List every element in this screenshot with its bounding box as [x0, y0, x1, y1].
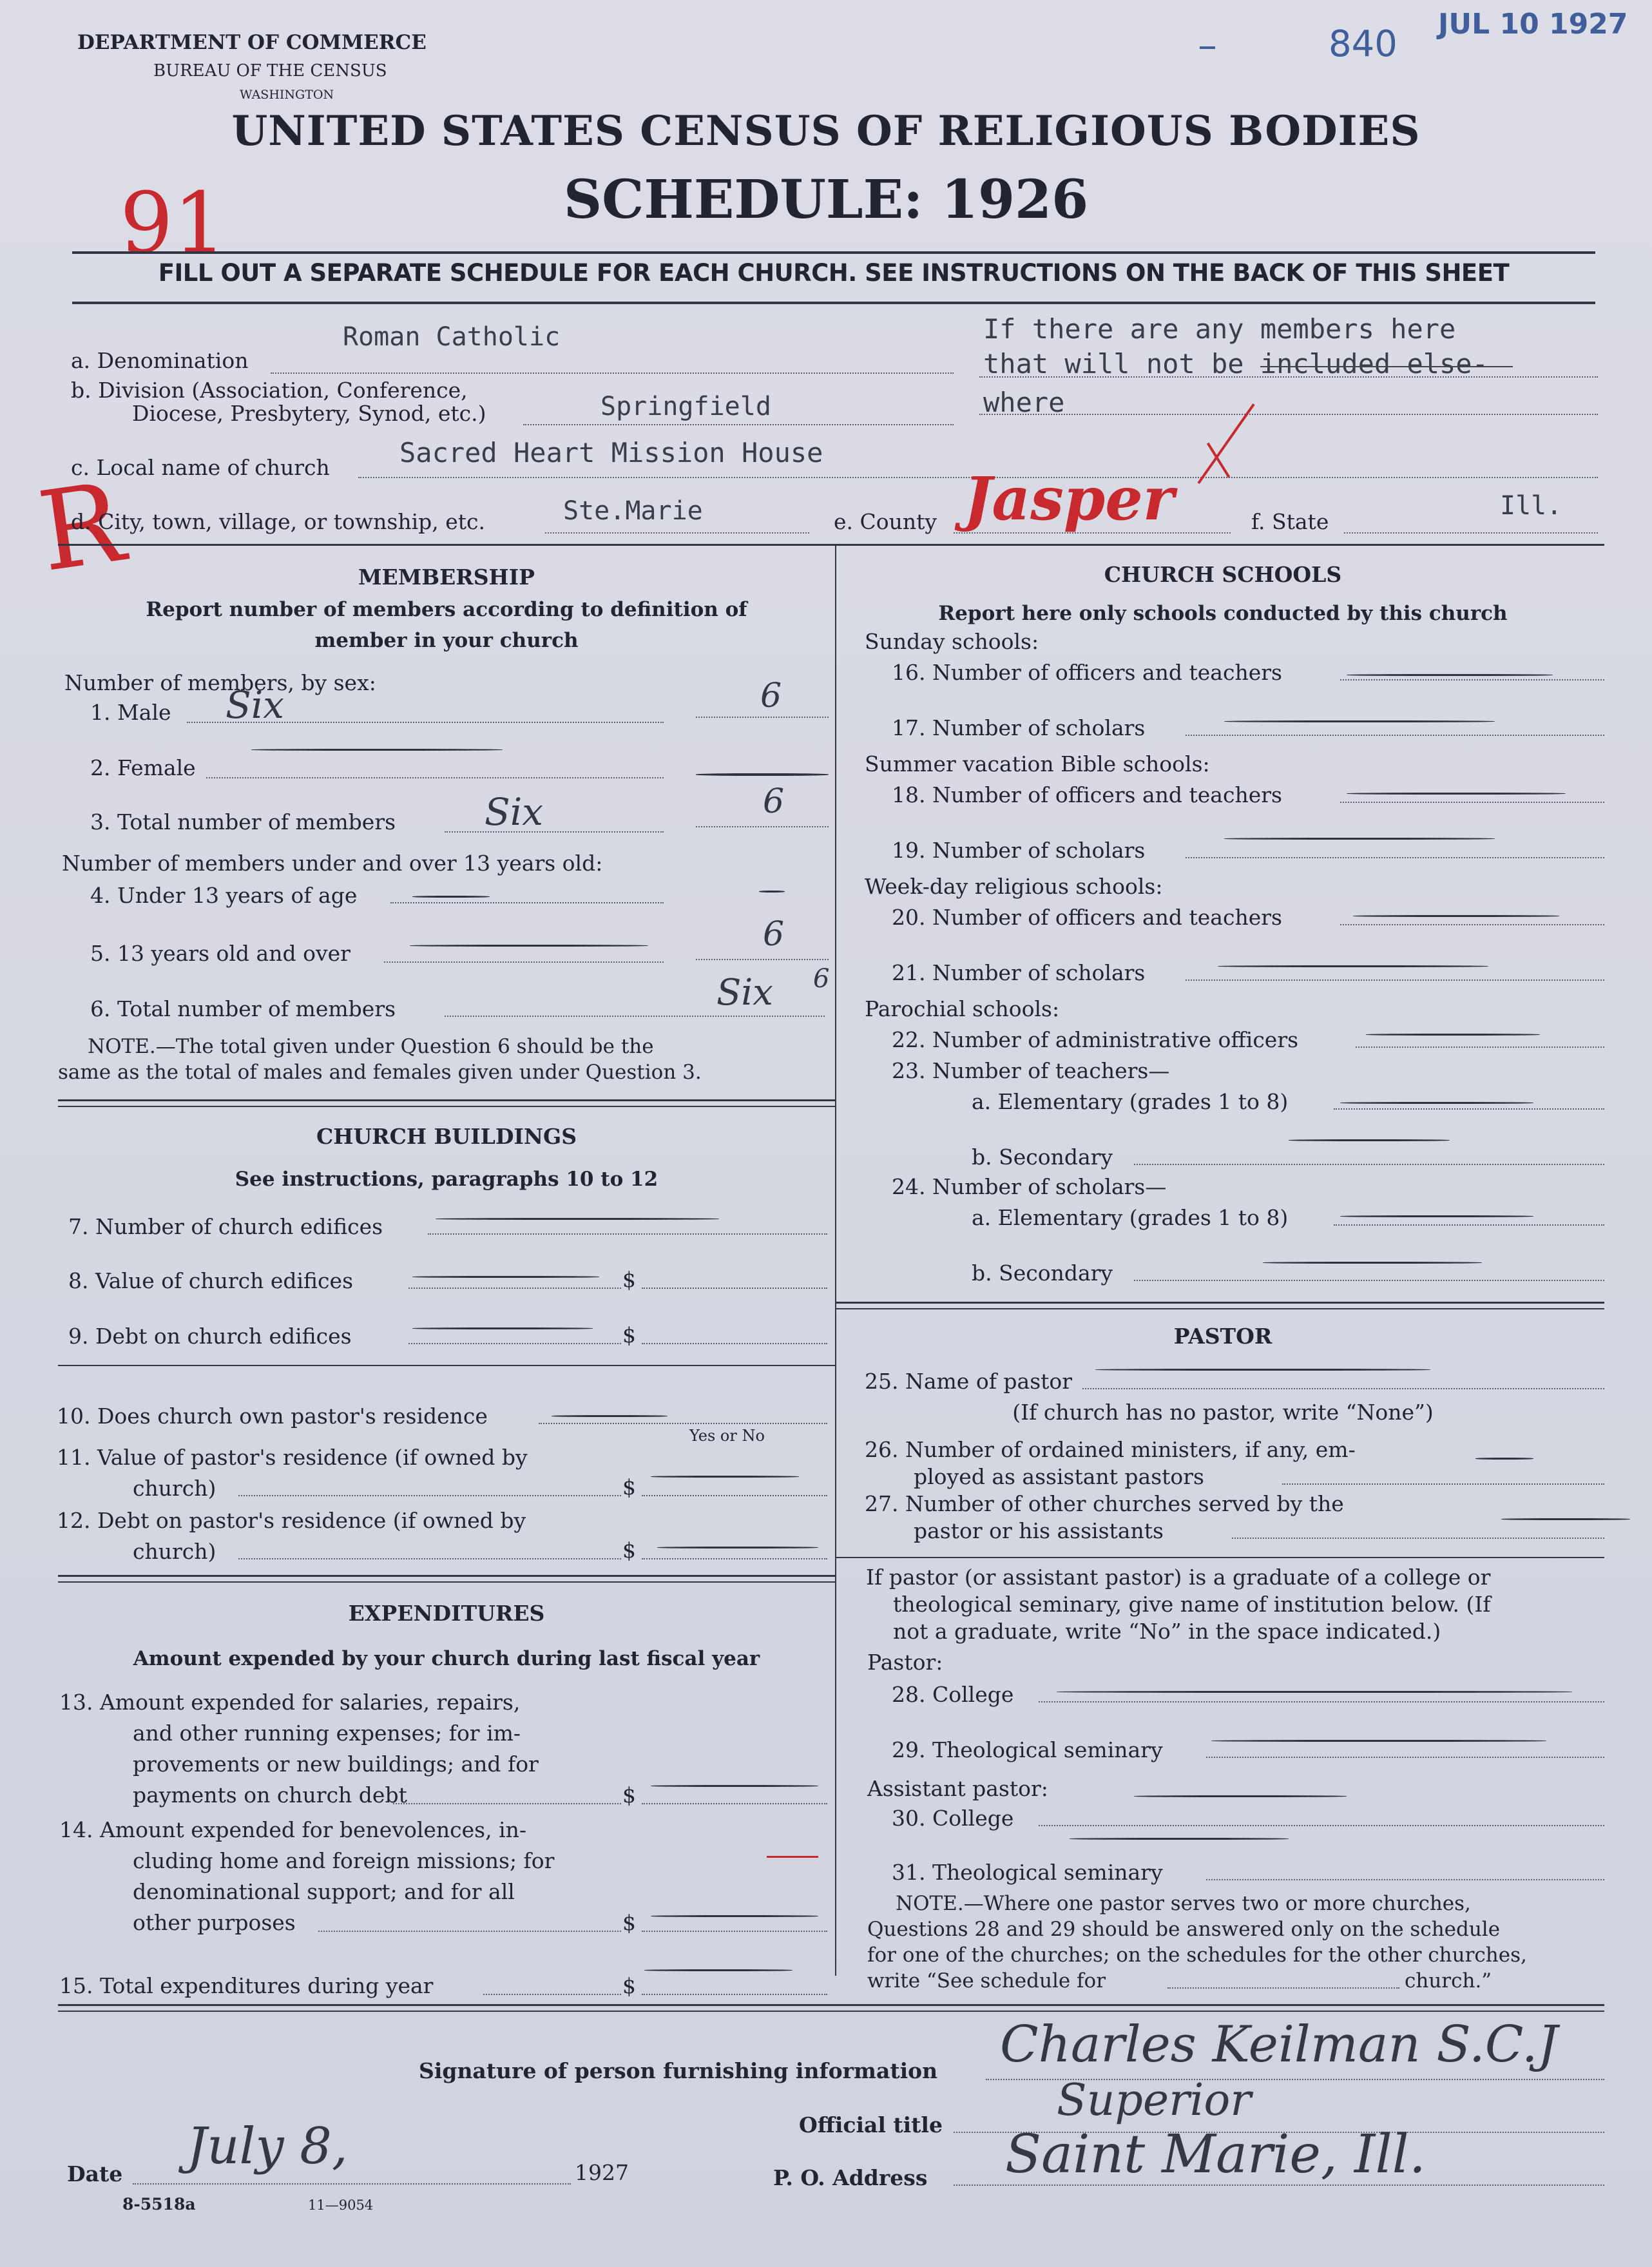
q2-line: [206, 777, 664, 778]
q17-dash: [1224, 720, 1495, 722]
header-rule-bottom: [72, 302, 1595, 304]
official-title-label: Official title: [799, 2112, 943, 2137]
q14-line: [318, 1931, 621, 1932]
q14-label-3: denominational support; and for all: [133, 1879, 515, 1904]
q24b-label: b. Secondary: [972, 1260, 1113, 1286]
q18-dash: [1347, 793, 1566, 795]
q8-label: 8. Value of church edifices: [68, 1268, 354, 1293]
parochial-schools-label: Parochial schools:: [865, 996, 1060, 1021]
q17-label: 17. Number of scholars: [892, 715, 1146, 740]
pastor-note-4: write “See schedule for: [867, 1969, 1106, 1992]
q13-dollar: $: [622, 1782, 636, 1808]
buildings-rule-2: [58, 1581, 835, 1583]
denomination-value[interactable]: Roman Catholic: [343, 322, 561, 352]
q3-figure-line: [696, 826, 829, 827]
q9-dash: [412, 1327, 593, 1329]
q24-label: 24. Number of scholars—: [892, 1174, 1167, 1199]
department-heading: DEPARTMENT OF COMMERCE: [77, 31, 427, 54]
q23a-line: [1334, 1108, 1604, 1110]
division-line: [523, 424, 954, 425]
q20-dash: [1353, 915, 1559, 917]
q11-dollar: $: [622, 1474, 636, 1500]
q5-figure-line: [696, 959, 829, 960]
city-heading: WASHINGTON: [240, 88, 334, 102]
print-number: 11—9054: [308, 2197, 374, 2213]
form-number: 8-5518a: [122, 2195, 196, 2214]
q15-label: 15. Total expenditures during year: [59, 1973, 434, 1998]
q2-dash: [696, 773, 829, 776]
membership-note-line2: that will not be included else-: [983, 348, 1488, 380]
footer-rule: [58, 2004, 1604, 2006]
q9-line: [408, 1343, 621, 1344]
pastor-note-blank: [1167, 1987, 1399, 1989]
bureau-heading: BUREAU OF THE CENSUS: [153, 61, 387, 81]
q6-line: [445, 1016, 825, 1017]
q24a-dash: [1340, 1215, 1533, 1217]
q12-line: [238, 1558, 621, 1559]
q3-total-label: 3. Total number of members: [90, 809, 396, 834]
q9-dollar: $: [622, 1322, 636, 1347]
county-value[interactable]: Jasper: [964, 464, 1175, 534]
q15-dollar: $: [622, 1973, 636, 1998]
by-sex-label: Number of members, by sex:: [64, 670, 376, 695]
q21-dash: [1218, 965, 1488, 967]
q9-value-line: [642, 1343, 827, 1344]
po-address-value[interactable]: Saint Marie, Ill.: [1005, 2124, 1426, 2185]
receipt-stamp-date: JUL 10 1927: [1438, 8, 1628, 41]
red-check-short: [1207, 443, 1230, 478]
q11-dash: [651, 1476, 799, 1478]
q13-line: [393, 1803, 621, 1804]
q25-label: 25. Name of pastor: [865, 1369, 1073, 1394]
q21-line: [1186, 979, 1604, 981]
county-line: [954, 532, 1231, 534]
q4-dash: [412, 896, 490, 898]
q25-note: (If church has no pastor, write “None”): [1012, 1400, 1434, 1425]
q1-male-written[interactable]: Six: [226, 683, 284, 727]
q6-total-figure[interactable]: 6: [813, 964, 830, 994]
local-name-value[interactable]: Sacred Heart Mission House: [399, 437, 823, 468]
q7-line: [428, 1233, 827, 1235]
q7-label: 7. Number of church edifices: [68, 1214, 383, 1239]
q15-value-line: [642, 1994, 827, 1995]
date-value[interactable]: July 8,: [187, 2117, 348, 2175]
age-heading: Number of members under and over 13 years old:: [62, 851, 603, 876]
q8-dash: [412, 1276, 599, 1278]
membership-rule-2: [58, 1106, 835, 1107]
q18-label: 18. Number of officers and teachers: [892, 782, 1282, 807]
city-line: [545, 532, 809, 534]
signature-label: Signature of person furnishing information: [419, 2058, 938, 2083]
q17-line: [1186, 735, 1604, 736]
q12-dash: [657, 1547, 818, 1548]
q2-female-label: 2. Female: [90, 755, 196, 780]
q13-label-4: payments on church debt: [133, 1782, 407, 1808]
note-line-a: [979, 376, 1598, 378]
division-value[interactable]: Springfield: [600, 392, 771, 421]
membership-rule: [58, 1099, 835, 1101]
q13-dash: [651, 1785, 818, 1787]
membership-subheading-2: member in your church: [314, 629, 579, 652]
schools-heading: CHURCH SCHOOLS: [1104, 562, 1342, 587]
q16-line: [1340, 679, 1604, 680]
signature-value[interactable]: Charles Keilman S.C.J: [1000, 2016, 1558, 2074]
buildings-mid-rule: [58, 1365, 835, 1366]
q28-line: [1039, 1701, 1604, 1703]
q11-label-1: 11. Value of pastor's residence (if owned by: [57, 1445, 528, 1470]
q23b-line: [1134, 1164, 1604, 1165]
q14-label-4: other purposes: [133, 1910, 296, 1935]
q12-label-2: church): [133, 1539, 216, 1564]
q13-label-1: 13. Amount expended for salaries, repairs,: [59, 1690, 521, 1715]
q31-label: 31. Theological seminary: [892, 1860, 1163, 1885]
q31-line: [1206, 1879, 1604, 1880]
header-rule-top: [72, 251, 1595, 254]
q14-dollar: $: [622, 1910, 636, 1935]
pastor-heading: PASTOR: [1173, 1324, 1273, 1349]
q22-dash: [1366, 1034, 1540, 1036]
q29-dash: [1211, 1740, 1546, 1742]
q8-value-line: [642, 1288, 827, 1289]
note-line-b: [979, 414, 1598, 415]
q14-label-1: 14. Amount expended for benevolences, in-: [59, 1817, 527, 1842]
q29-line: [1206, 1757, 1604, 1758]
q23b-dash: [1289, 1139, 1450, 1141]
q26-dash: [1475, 1458, 1533, 1460]
graduate-instruction-2: theological seminary, give name of institution below. (If: [893, 1592, 1491, 1617]
q22-label: 22. Number of administrative officers: [892, 1027, 1299, 1052]
q24a-line: [1334, 1224, 1604, 1226]
buildings-subheading: See instructions, paragraphs 10 to 12: [235, 1168, 658, 1191]
buildings-heading: CHURCH BUILDINGS: [316, 1124, 577, 1149]
identification-rule: [58, 544, 1604, 546]
q30-line: [1039, 1825, 1604, 1826]
q16-dash: [1347, 674, 1553, 676]
q25-line: [1082, 1388, 1604, 1389]
q27-dash: [1501, 1518, 1630, 1520]
q18-line: [1340, 802, 1604, 803]
date-line: [133, 2183, 571, 2185]
column-divider: [835, 545, 836, 1976]
q1-figure-line: [696, 717, 829, 718]
stamp-dash: [1200, 46, 1215, 49]
q23a-label: a. Elementary (grades 1 to 8): [972, 1089, 1289, 1114]
q5-over13-label: 5. 13 years old and over: [90, 941, 351, 966]
po-address-label: P. O. Address: [773, 2165, 928, 2190]
local-name-label: c. Local name of church: [71, 455, 330, 480]
footer-rule-2: [58, 2011, 1604, 2012]
membership-heading: MEMBERSHIP: [358, 564, 535, 590]
q8-dollar: $: [622, 1267, 636, 1292]
q13-label-2: and other running expenses; for im-: [133, 1721, 521, 1746]
po-address-line: [954, 2185, 1604, 2186]
q20-line: [1340, 924, 1604, 925]
q22-line: [1356, 1047, 1604, 1048]
graduate-instruction-1: If pastor (or assistant pastor) is a graduate of a college or: [866, 1565, 1491, 1590]
state-label: f. State: [1251, 509, 1329, 534]
q30-dash: [1070, 1838, 1289, 1840]
q8-line: [408, 1288, 621, 1289]
note-strikethrough: [1260, 366, 1513, 367]
q10-line: [539, 1423, 827, 1424]
q5-line: [384, 961, 664, 963]
q27-label-1: 27. Number of other churches served by the: [865, 1491, 1344, 1516]
q23-label: 23. Number of teachers—: [892, 1058, 1170, 1083]
q20-label: 20. Number of officers and teachers: [892, 905, 1282, 930]
q15-line: [483, 1994, 621, 1995]
q14-red-dash: [767, 1856, 818, 1858]
q24b-line: [1134, 1280, 1604, 1281]
state-line: [1344, 532, 1598, 534]
form-title: UNITED STATES CENSUS OF RELIGIOUS BODIES: [231, 107, 1421, 155]
q10-dash: [552, 1415, 668, 1417]
county-label: e. County: [834, 509, 937, 534]
membership-note-2: same as the total of males and females given under Question 3.: [58, 1061, 702, 1084]
q6-total-label: 6. Total number of members: [90, 996, 396, 1021]
q11-line: [238, 1495, 621, 1496]
q26-label-1: 26. Number of ordained ministers, if any, em-: [865, 1437, 1356, 1462]
sunday-schools-label: Sunday schools:: [865, 629, 1039, 654]
q12-value-line: [642, 1558, 827, 1559]
division-label: b. Division (Association, Conference,: [71, 378, 468, 403]
q3-total-written[interactable]: Six: [485, 790, 543, 834]
q13-label-3: provements or new buildings; and for: [133, 1751, 539, 1777]
q19-label: 19. Number of scholars: [892, 838, 1146, 863]
pastor-note-1: NOTE.—Where one pastor serves two or more churches,: [896, 1892, 1471, 1915]
schools-rule-2: [836, 1308, 1604, 1309]
pastor-note-2: Questions 28 and 29 should be answered only on the schedule: [867, 1918, 1501, 1941]
membership-note-line3: where: [983, 387, 1065, 418]
pastor-note-3: for one of the churches; on the schedules for the other churches,: [867, 1944, 1527, 1967]
q12-dollar: $: [622, 1538, 636, 1563]
date-label: Date: [67, 2161, 123, 2186]
schools-rule: [836, 1302, 1604, 1304]
red-margin-mark: R: [31, 459, 131, 597]
pastor-mid-rule: [836, 1557, 1604, 1558]
division-label-2: Diocese, Presbytery, Synod, etc.): [132, 401, 486, 426]
q24a-label: a. Elementary (grades 1 to 8): [972, 1205, 1289, 1230]
q7-dash: [436, 1218, 719, 1220]
q19-line: [1186, 857, 1604, 858]
q26-label-2: ployed as assistant pastors: [914, 1464, 1204, 1489]
q23a-dash: [1340, 1102, 1533, 1104]
q28-dash: [1057, 1691, 1572, 1693]
schools-subheading: Report here only schools conducted by this church: [938, 602, 1508, 625]
q12-label-1: 12. Debt on pastor's residence (if owned by: [57, 1508, 526, 1533]
weekday-schools-label: Week-day religious schools:: [865, 874, 1163, 899]
q1-male-figure[interactable]: 6: [760, 677, 782, 715]
city-value[interactable]: Ste.Marie: [563, 496, 703, 526]
q14-label-2: cluding home and foreign missions; for: [133, 1848, 555, 1873]
q13-value-line: [642, 1803, 827, 1804]
membership-note-line1: If there are any members here: [983, 313, 1456, 345]
form-subtitle: SCHEDULE: 1926: [563, 169, 1089, 231]
q15-dash: [644, 1969, 792, 1971]
q1-male-label: 1. Male: [90, 700, 171, 725]
q25-dash: [1095, 1369, 1430, 1371]
q1-line: [187, 722, 664, 723]
summer-schools-label: Summer vacation Bible schools:: [865, 751, 1210, 777]
q11-label-2: church): [133, 1476, 216, 1501]
membership-subheading-1: Report number of members according to definition of: [146, 598, 747, 621]
assistant-dash: [1134, 1795, 1347, 1797]
buildings-rule: [58, 1575, 835, 1577]
q24b-dash: [1263, 1262, 1482, 1264]
handwritten-number: 91: [120, 174, 227, 272]
q3-line: [445, 831, 664, 833]
state-value[interactable]: Ill.: [1500, 491, 1562, 521]
q4-figure-dash: [759, 891, 785, 892]
expenditures-subheading: Amount expended by your church during last fiscal year: [133, 1647, 760, 1670]
q23b-label: b. Secondary: [972, 1144, 1113, 1170]
city-label: d. City, town, village, or township, etc.: [71, 509, 486, 534]
assistant-pastor-sublabel: Assistant pastor:: [867, 1776, 1048, 1801]
q27-label-2: pastor or his assistants: [914, 1518, 1164, 1543]
membership-note-1: NOTE.—The total given under Question 6 should be the: [88, 1035, 654, 1058]
q14-value-line: [642, 1931, 827, 1932]
graduate-instruction-3: not a graduate, write “No” in the space indicated.): [893, 1619, 1441, 1644]
q21-label: 21. Number of scholars: [892, 960, 1146, 985]
yes-no-hint: Yes or No: [689, 1427, 765, 1445]
q4-line: [390, 902, 664, 903]
q4-under13-label: 4. Under 13 years of age: [90, 883, 358, 908]
q16-label: 16. Number of officers and teachers: [892, 660, 1282, 685]
q5-dash: [410, 945, 648, 947]
q11-value-line: [642, 1495, 827, 1496]
q28-label: 28. College: [892, 1682, 1014, 1707]
q26-line: [1282, 1483, 1604, 1485]
q1-underline: [251, 749, 503, 751]
q19-dash: [1224, 838, 1495, 840]
q27-line: [1232, 1538, 1604, 1539]
q29-label: 29. Theological seminary: [892, 1737, 1163, 1762]
q3-total-figure[interactable]: 6: [763, 782, 785, 821]
q14-dash: [651, 1915, 818, 1917]
date-year[interactable]: 1927: [575, 2160, 629, 2185]
q10-label: 10. Does church own pastor's residence: [57, 1404, 488, 1429]
receipt-stamp-number: 840: [1329, 23, 1397, 65]
q6-total-written[interactable]: Six: [716, 972, 773, 1014]
denomination-line: [271, 372, 954, 374]
q5-figure[interactable]: 6: [763, 915, 785, 954]
official-title-value[interactable]: Superior: [1057, 2075, 1251, 2126]
denomination-label: a. Denomination: [71, 348, 249, 373]
fill-out-instruction: FILL OUT A SEPARATE SCHEDULE FOR EACH CHURCH. SEE INSTRUCTIONS ON THE BACK OF THIS SHEET: [158, 259, 1510, 287]
q9-label: 9. Debt on church edifices: [68, 1324, 352, 1349]
q30-label: 30. College: [892, 1806, 1014, 1831]
pastor-sublabel: Pastor:: [867, 1650, 943, 1675]
pastor-note-5: church.”: [1405, 1969, 1492, 1992]
expenditures-heading: EXPENDITURES: [348, 1601, 545, 1626]
